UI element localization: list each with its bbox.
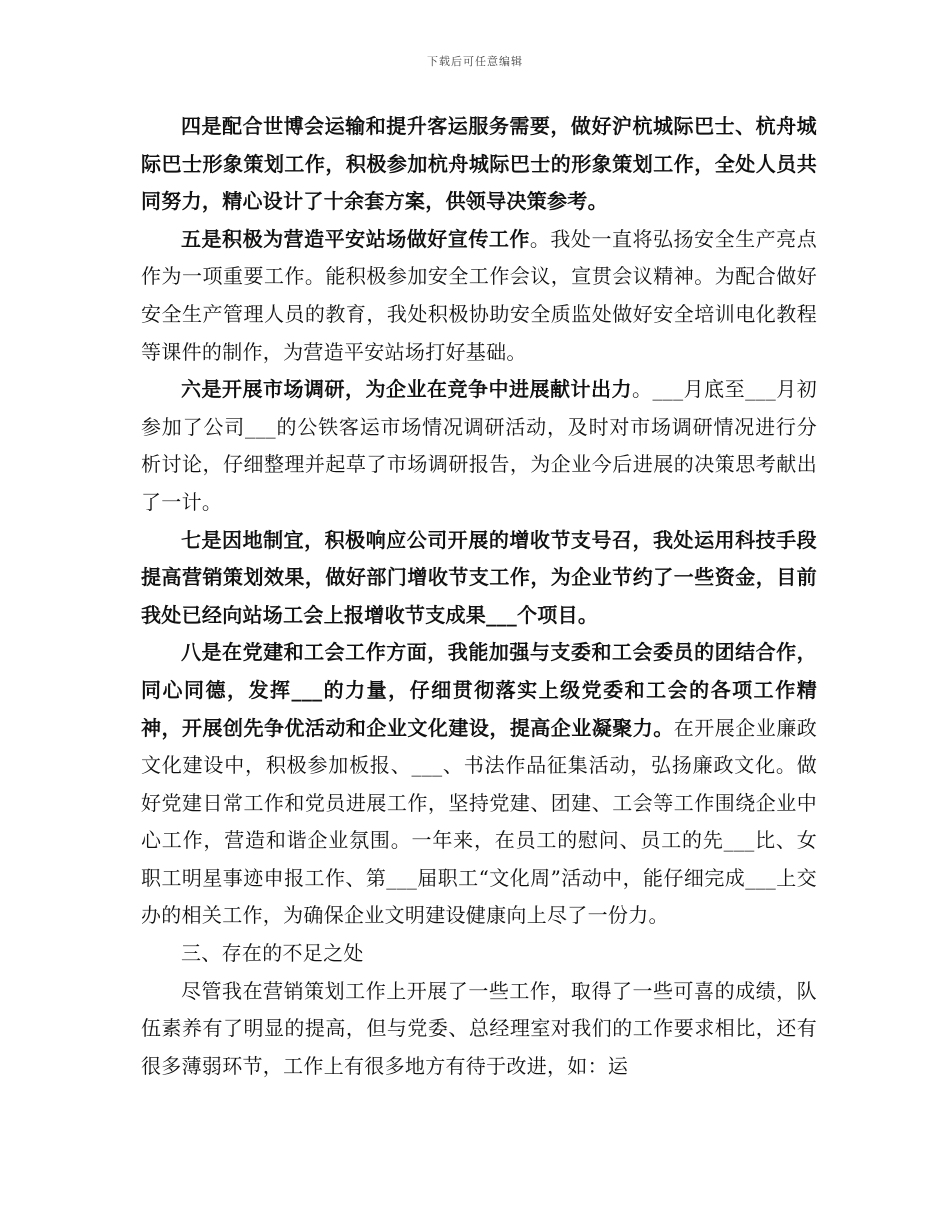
paragraph-five-text: 。我处一直将弘扬安全生产亮点作为一项重要工作。能积极参加安全工作会议，宣贯会议精神。为配合做好安全生产管理人员的教育，我处积极协助安全质监处做好安全培训电化教程等课件的制作，为营造平安站场打好基础。 bbox=[141, 226, 817, 364]
section-heading: 三、存在的不足之处 bbox=[181, 941, 364, 966]
paragraph-eight-text: 在开展企业廉政文化建设中，积极参加板报、___、书法作品征集活动，弘扬廉政文化。做好党建日常工作和党员进展工作，坚持党建、团建、工会等工作围绕企业中心工作，营造和谐企业氛围。一年来，在员工的慰问、员工的先___比、女职工明星事迹申报工作、第___届职工“文化周”活动中，能仔细完成___上交办的相关工作，为确保企业文明建设健康向上尽了一份力。 bbox=[141, 715, 817, 928]
page-header: 下载后可任意编辑 bbox=[427, 55, 523, 68]
paragraph-five-bold: 五是积极为营造平安站场做好宣传工作 bbox=[181, 226, 530, 251]
paragraph-seven-bold: 七是因地制宜，积极响应公司开展的增收节支号召，我处运用科技手段提高营销策划效果，做好部门增收节支工作，为企业节约了一些资金，目前我处已经向站场工会上报增收节支成果___个项目。 bbox=[141, 527, 817, 627]
paragraph-four-bold: 四是配合世博会运输和提升客运服务需要，做好沪杭城际巴士、杭舟城际巴士形象策划工作，积极参加杭舟城际巴士的形象策划工作，全处人员共同努力，精心设计了十余套方案，供领导决策参考。 bbox=[141, 114, 817, 214]
paragraph-six-text: 。___月底至___月初参加了公司___的公铁客运市场情况调研活动，及时对市场调研情况进行分析讨论，仔细整理并起草了市场调研报告，为企业今后进展的决策思考献出了一计。 bbox=[141, 377, 817, 514]
paragraph-four bbox=[141, 108, 817, 221]
paragraph-seven bbox=[141, 522, 817, 635]
paragraph-six bbox=[141, 371, 817, 521]
paragraph-six-bold: 六是开展市场调研，为企业在竞争中进展献计出力 bbox=[181, 377, 632, 402]
document-body bbox=[141, 108, 817, 1085]
paragraph-five bbox=[141, 221, 817, 371]
paragraph-eight bbox=[141, 634, 817, 935]
paragraph-eight-bold: 八是在党建和工会工作方面，我能加强与支委和工会委员的团结合作，同心同德，发挥___的力量，仔细贯彻落实上级党委和工会的各项工作精神，开展创先争优活动和企业文化建设，提高企业凝聚力。 bbox=[141, 640, 817, 740]
closing-paragraph: 尽管我在营销策划工作上开展了一些工作，取得了一些可喜的成绩，队伍素养有了明显的提高，但与党委、总经理室对我们的工作要求相比，还有很多薄弱环节，工作上有很多地方有待于改进，如：运 bbox=[141, 978, 817, 1078]
